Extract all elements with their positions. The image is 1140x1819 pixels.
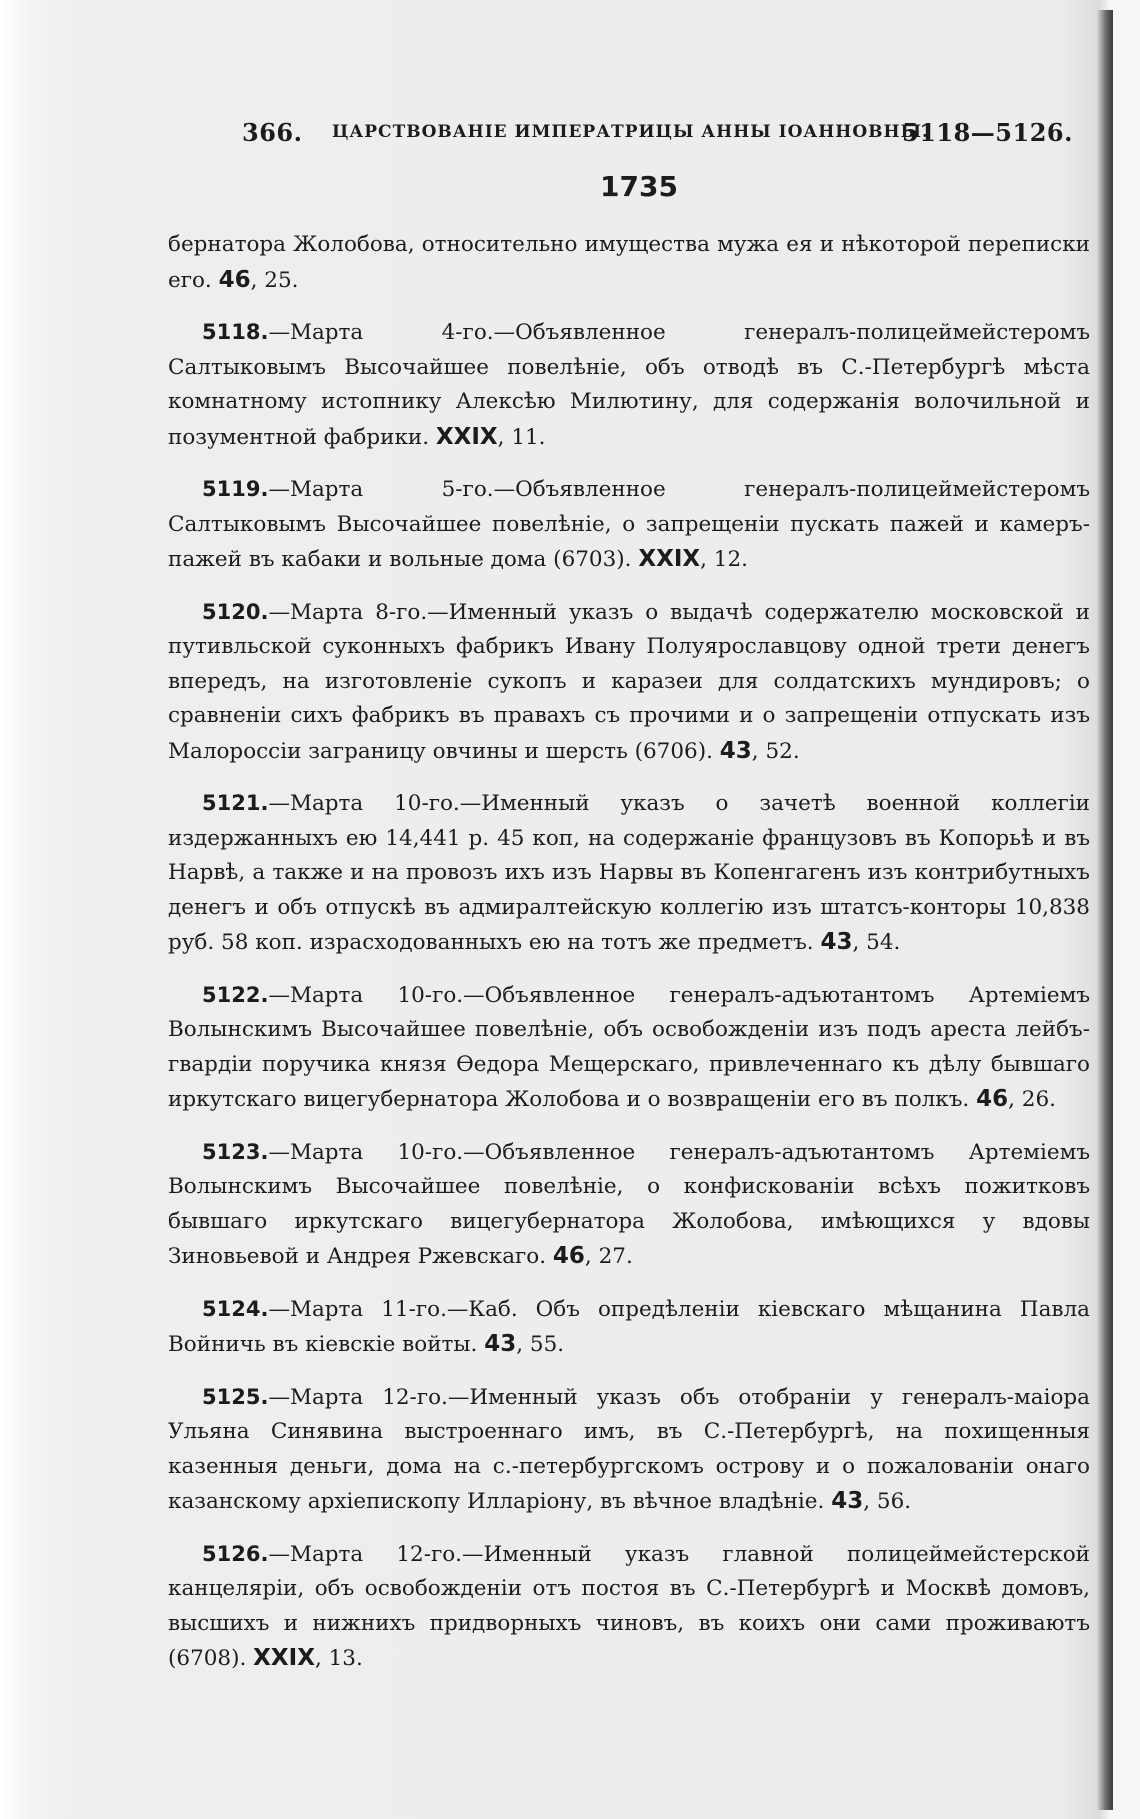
page-reference: , 27. xyxy=(584,1244,633,1269)
entry-text: —Марта 8-го.—Именный указъ о выдачѣ содержателю московской и путивльской суконныхъ фабрикъ Ивану Полуярославцову одной трети денегъ впередъ, на изготовленіе сукопъ и каразеи для солдатскихъ мундировъ; о сравненіи сихъ фабрикъ въ правахъ съ прочими и о запрещеніи отпускать изъ Малороссіи заграницу овчины и шерсть (6706). xyxy=(168,599,1090,764)
entry-text: —Марта 12-го.—Именный указъ объ отобраніи у генералъ-маіора Ульяна Синявина выстроеннаго имъ, въ С.-Петербургѣ, на похищенныя казенныя деньги, дома на с.-петербургскомъ острову и о пожалованіи онаго казанскому архіепископу Илларіону, въ вѣчное владѣніе. xyxy=(168,1384,1090,1514)
running-header xyxy=(150,118,1094,154)
entry-number: 5120. xyxy=(202,599,269,624)
page-reference: , 54. xyxy=(852,930,901,955)
year-heading: 1735 xyxy=(600,170,678,203)
continuation-paragraph xyxy=(168,228,1090,298)
volume-reference: 43 xyxy=(820,929,853,955)
entry-range: 5118—5126. xyxy=(902,118,1073,147)
entry-number: 5119. xyxy=(202,477,269,501)
page-reference: , 26. xyxy=(1008,1087,1056,1112)
entry-5119 xyxy=(168,472,1090,578)
document-body xyxy=(168,228,1090,1694)
volume-reference: 46 xyxy=(552,1243,585,1269)
page-reference: , 11. xyxy=(497,424,546,450)
entry-text: —Марта 4-го.—Объявленное генералъ-полицеймейстеромъ Салтыковымъ Высочайшее повелѣніе, объ отводѣ въ С.-Петербургѣ мѣста комнатному истопнику Алексѣю Милютину, для содержанія волочильной и позументной фабрики. xyxy=(168,320,1090,450)
page-number: 366. xyxy=(242,118,303,147)
entry-5122 xyxy=(168,978,1090,1118)
volume-reference: XXIX xyxy=(638,546,701,572)
entry-5126 xyxy=(168,1537,1090,1677)
entry-5124 xyxy=(168,1292,1090,1363)
entry-text: —Марта 10-го.—Объявленное генералъ-адъютантомъ Артеміемъ Волынскимъ Высочайшее повелѣніе, объ освобожденіи изъ подъ ареста лейбъ-гвардіи поручика князя Ѳедора Мещерскаго, привлеченнаго къ дѣлу бывшаго иркутскаго вицегубернатора Жолобова и о возвращеніи его въ полкъ. xyxy=(168,982,1090,1112)
entry-5120 xyxy=(168,595,1090,770)
entry-text: —Марта 10-го.—Именный указъ о зачетѣ военной коллегіи издержанныхъ ею 14,441 р. 45 коп, на содержаніе французовъ въ Копорьѣ и въ Нарвѣ, а также и на провозъ ихъ изъ Нарвы въ Копенгагенъ изъ контрибутныхъ денегъ и объ отпускѣ въ адмиралтейскую коллегію изъ штатсъ-конторы 10,838 руб. 58 коп. израсходованныхъ ею на тотъ же предметъ. xyxy=(168,791,1090,955)
volume-reference: 43 xyxy=(719,737,752,764)
volume-reference: XXIX xyxy=(253,1645,315,1671)
running-title: ЦАРСТВОВАНІЕ ИМПЕРАТРИЦЫ АННЫ ІОАННОВНЫ. xyxy=(332,122,929,142)
entry-number: 5124. xyxy=(202,1296,269,1321)
continuation-text: бернатора Жолобова, относительно имущества мужа ея и нѣкоторой переписки его. xyxy=(168,232,1090,293)
volume-reference: 46 xyxy=(218,266,251,293)
page-reference: , 25. xyxy=(250,267,299,293)
page-reference: , 55. xyxy=(516,1332,565,1357)
entry-number: 5123. xyxy=(202,1139,269,1164)
entry-number: 5118. xyxy=(202,320,269,344)
entry-number: 5125. xyxy=(202,1384,269,1409)
volume-reference: 43 xyxy=(831,1488,864,1514)
volume-reference: XXIX xyxy=(435,423,498,450)
book-spine-shadow xyxy=(1097,10,1113,1810)
entry-number: 5126. xyxy=(202,1541,269,1566)
entry-text: —Марта 12-го.—Именный указъ главной полицеймейстерской канцеляріи, объ освобожденіи отъ постоя въ С.-Петербургѣ и Москвѣ домовъ, высшихъ и нижнихъ придворныхъ чиновъ, въ коихъ они сами проживаютъ (6708). xyxy=(168,1541,1090,1671)
page-reference: , 52. xyxy=(751,738,800,764)
entry-text: —Марта 5-го.—Объявленное генералъ-полицеймейстеромъ Салтыковымъ Высочайшее повелѣніе, о запрещеніи пускать пажей и камеръ-пажей въ кабаки и вольные дома (6703). xyxy=(168,477,1090,572)
page-reference: , 13. xyxy=(314,1646,363,1671)
entry-text: —Марта 11-го.—Каб. Объ опредѣленіи кіевскаго мѣщанина Павла Войничь въ кіевскіе войты. xyxy=(168,1296,1090,1357)
entry-number: 5122. xyxy=(202,982,269,1007)
entry-5123 xyxy=(168,1135,1090,1275)
volume-reference: 43 xyxy=(484,1331,517,1357)
entry-number: 5121. xyxy=(202,791,269,815)
entry-text: —Марта 10-го.—Объявленное генералъ-адъютантомъ Артеміемъ Волынскимъ Высочайшее повелѣніе, о конфискованіи всѣхъ пожитковъ бывшаго иркутскаго вицегубернатора Жолобова, имѣющихся у вдовы Зиновьевой и Андрея Ржевскаго. xyxy=(168,1139,1090,1269)
entry-5118 xyxy=(168,315,1090,455)
entry-5125 xyxy=(168,1380,1090,1520)
page-reference: , 12. xyxy=(700,547,748,572)
entry-5121 xyxy=(168,786,1090,961)
volume-reference: 46 xyxy=(976,1086,1009,1112)
page-reference: , 56. xyxy=(863,1489,912,1514)
